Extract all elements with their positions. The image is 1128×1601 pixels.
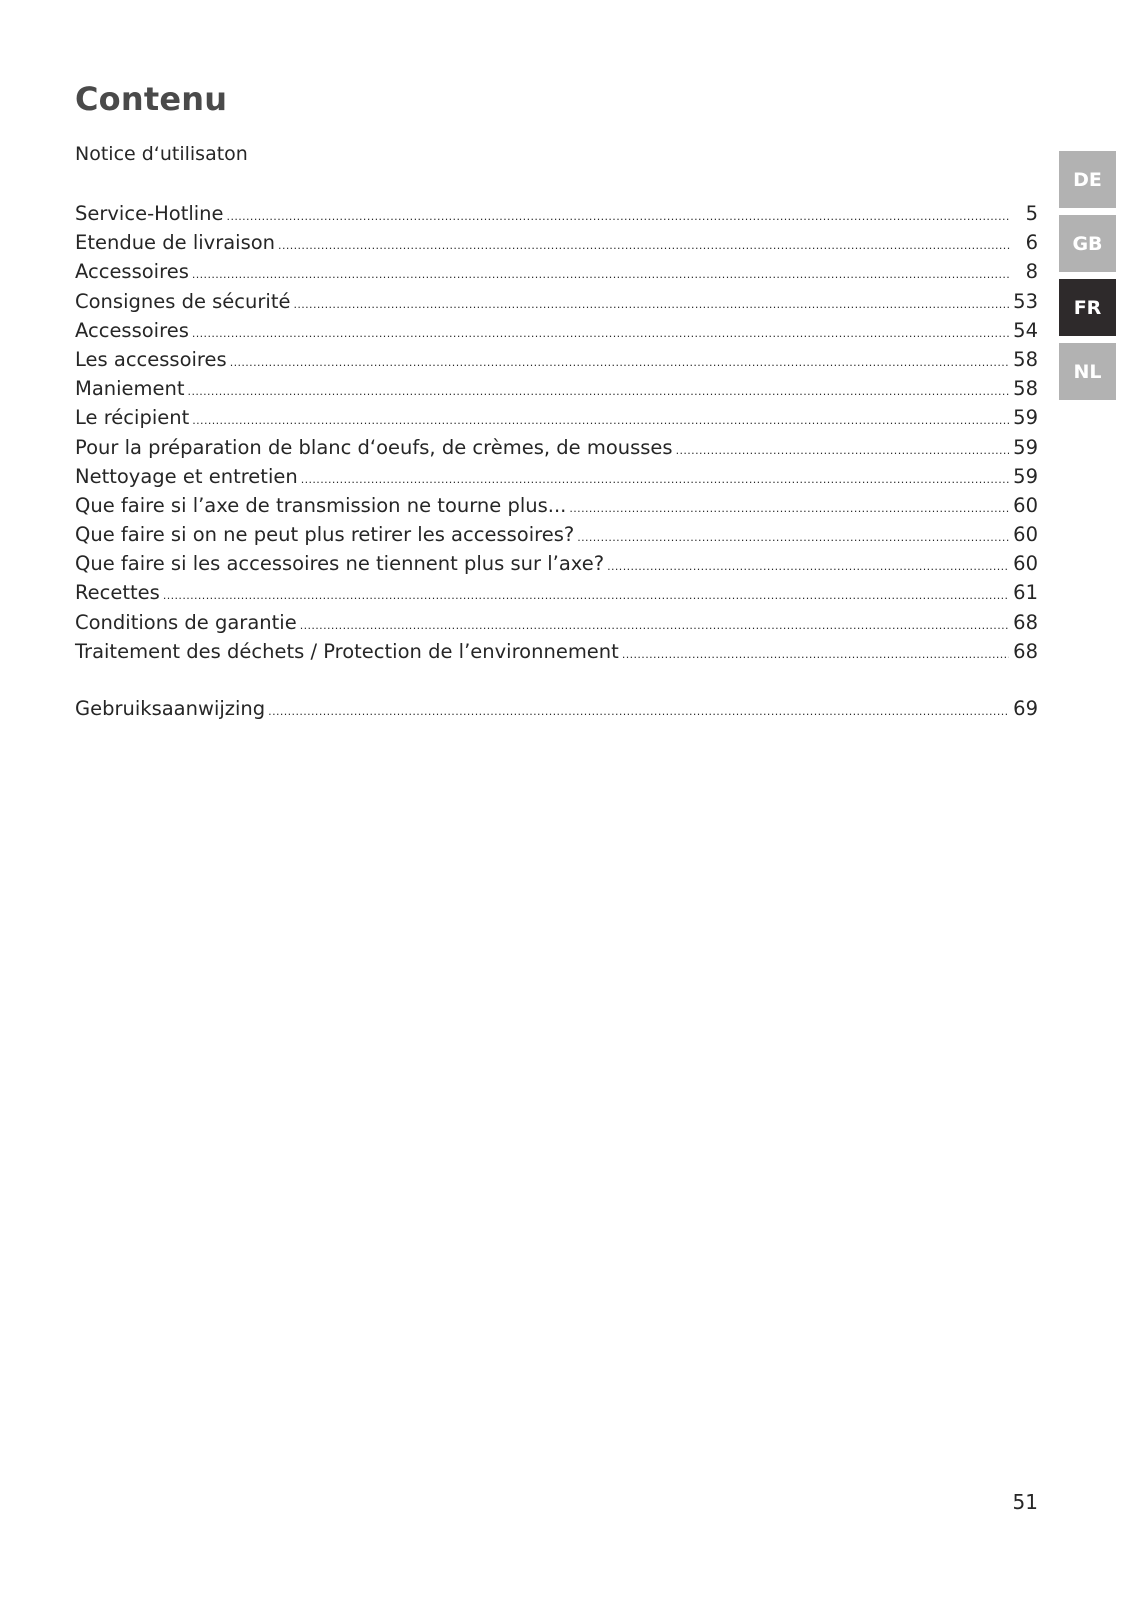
toc-entry[interactable] [75,316,1038,345]
dot-leader [622,637,1009,669]
toc-entry-label: Conditions de garantie [75,610,297,634]
toc-entry-label: Nettoyage et entretien [75,464,298,488]
toc-entry-label: Le récipient [75,406,190,430]
dot-leader [268,694,1009,726]
toc-entry-label: Recettes [75,581,160,605]
toc-entry-page: 59 [1013,464,1038,488]
toc-entry-page: 59 [1013,435,1038,459]
toc-entry[interactable] [75,637,1038,666]
dot-leader [300,608,1009,640]
language-tabs [1059,151,1116,407]
toc-entry-page: 58 [1013,377,1038,401]
toc-entry[interactable] [75,257,1038,286]
toc-entry-label: Etendue de livraison [75,231,276,255]
toc-entry[interactable] [75,374,1038,403]
toc-entry-page: 6 [1025,231,1038,255]
page-title: Contenu [75,80,228,118]
toc-entry-page: 60 [1013,552,1038,576]
toc-entry-page: 5 [1025,202,1038,225]
toc-entry-label: Pour la préparation de blanc d‘oeufs, de crèmes, de mousses [75,435,673,459]
toc-entry-label: Que faire si on ne peut plus retirer les accessoires? [75,523,575,547]
dot-leader [230,345,1009,377]
dot-leader [188,374,1010,406]
page-number: 51 [1012,1490,1038,1514]
dot-leader [676,433,1010,465]
dot-leader [293,287,1009,319]
toc-entry-label: Accessoires [75,318,189,342]
toc-entry[interactable] [75,345,1038,374]
toc-entry[interactable] [75,549,1038,578]
toc-entry[interactable] [75,491,1038,520]
toc-entry[interactable] [75,608,1038,637]
language-tab-fr[interactable]: FR [1059,279,1116,336]
toc-entry-page: 68 [1013,610,1038,634]
toc-entry-label: Que faire si les accessoires ne tiennent plus sur l’axe? [75,552,605,576]
dot-leader [192,316,1009,348]
dot-leader [301,462,1009,494]
toc-entry[interactable] [75,520,1038,549]
toc-entry-page: 69 [1013,697,1038,720]
toc-entry-label: Les accessoires [75,347,227,371]
table-of-contents [75,199,1038,723]
toc-entry-page: 54 [1013,318,1038,342]
dot-leader [577,520,1009,552]
toc-entry[interactable] [75,228,1038,257]
toc-entry-label: Service-Hotline [75,202,224,225]
toc-entry[interactable] [75,403,1038,432]
toc-entry[interactable] [75,199,1038,228]
language-tab-gb[interactable]: GB [1059,215,1116,272]
toc-entry-page: 59 [1013,406,1038,430]
toc-entry[interactable] [75,433,1038,462]
language-tab-de[interactable]: DE [1059,151,1116,208]
toc-entry-page: 8 [1025,260,1038,284]
toc-entry-page: 68 [1013,639,1038,663]
dot-leader [569,491,1009,523]
dot-leader [163,578,1009,610]
toc-entry-page: 61 [1013,581,1038,605]
toc-entry-label: Maniement [75,377,185,401]
toc-entry-label: Traitement des déchets / Protection de l’environnement [75,639,619,663]
dot-leader [192,257,1010,289]
toc-entry-page: 60 [1013,493,1038,517]
dot-leader [607,549,1009,581]
toc-entry-page: 58 [1013,347,1038,371]
toc-entry-label: Que faire si l’axe de transmission ne tourne plus... [75,493,567,517]
toc-entry-page: 60 [1013,523,1038,547]
toc-entry[interactable] [75,462,1038,491]
toc-entry[interactable] [75,578,1038,607]
toc-entry-label: Gebruiksaanwijzing [75,697,266,720]
dot-leader [278,228,1010,260]
dot-leader [227,199,1010,231]
dot-leader [192,403,1009,435]
language-tab-nl[interactable]: NL [1059,343,1116,400]
toc-entry[interactable] [75,287,1038,316]
toc-entry-label: Consignes de sécurité [75,289,291,313]
toc-entry-page: 53 [1013,289,1038,313]
section-title: Notice d‘utilisaton [75,143,248,165]
toc-entry-label: Accessoires [75,260,189,284]
toc-entry-other-manual[interactable] [75,694,1038,723]
